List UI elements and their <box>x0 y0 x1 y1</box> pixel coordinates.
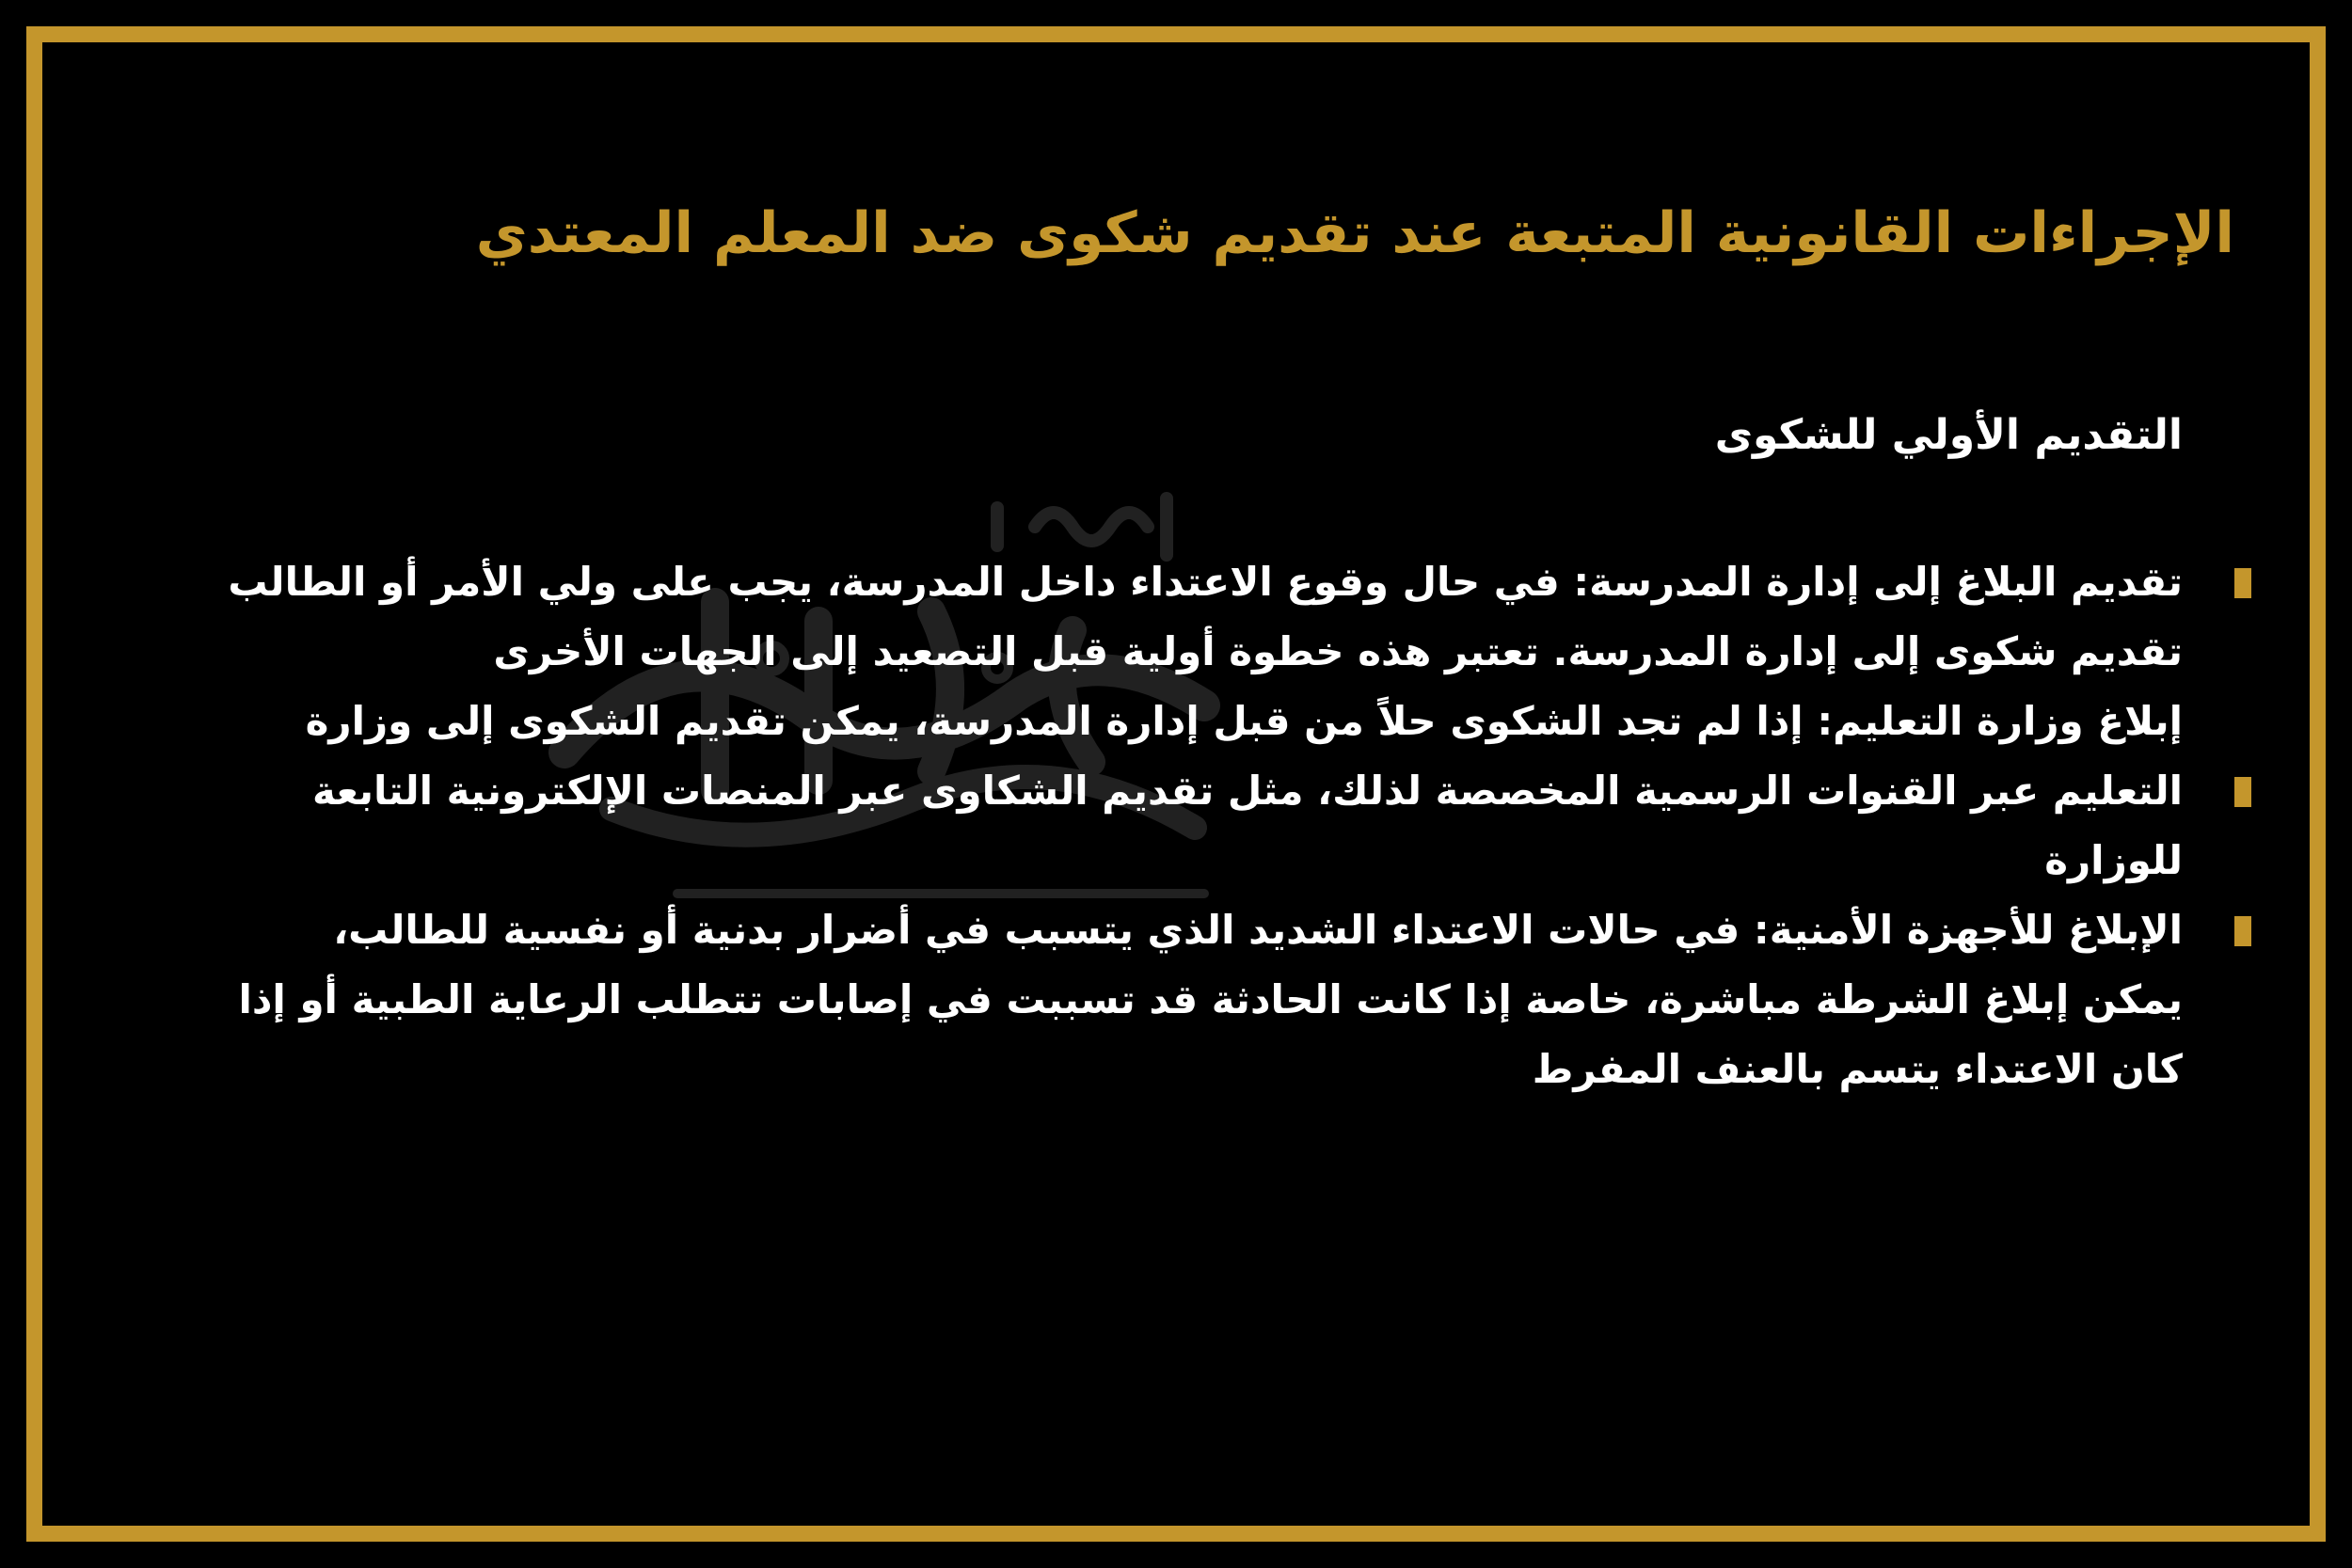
slide-title: الإجراءات القانونية المتبعة عند تقديم شكوى ضد المعلم المعتدي <box>475 200 2234 266</box>
list-item-text <box>113 895 2183 1104</box>
list-item-line: التعليم عبر القنوات الرسمية المخصصة لذلك، مثل تقديم الشكاوى عبر المنصات الإلكترونية التابعة <box>312 768 2183 814</box>
list-item-line: يمكن إبلاغ الشرطة مباشرة، خاصة إذا كانت الحادثة قد تسببت في إصابات تتطلب الرعاية الطبية أو إذا <box>238 976 2183 1022</box>
square-bullet-icon <box>2234 916 2251 946</box>
list-item-line: تقديم البلاغ إلى إدارة المدرسة: في حال وقوع الاعتداء داخل المدرسة، يجب على ولي الأمر أو الطالب <box>228 559 2183 605</box>
list-item-school-report <box>113 547 2183 687</box>
section-subtitle: التقديم الأولي للشكوى <box>1714 411 2183 459</box>
list-item-line: تقديم شكوى إلى إدارة المدرسة. تعتبر هذه خطوة أولية قبل التصعيد إلى الجهات الأخرى <box>493 628 2183 674</box>
list-item-line: كان الاعتداء يتسم بالعنف المفرط <box>1532 1046 2183 1092</box>
bullet-list <box>113 547 2183 1104</box>
list-item-text <box>113 547 2183 687</box>
list-item-text <box>113 687 2183 895</box>
square-bullet-icon <box>2234 777 2251 807</box>
list-item-ministry-report <box>113 687 2183 895</box>
square-bullet-icon <box>2234 568 2251 598</box>
list-item-security-report <box>113 895 2183 1104</box>
list-item-line: للوزارة <box>2044 837 2183 883</box>
list-item-line: إبلاغ وزارة التعليم: إذا لم تجد الشكوى حلاً من قبل إدارة المدرسة، يمكن تقديم الشكوى إلى وزارة <box>305 698 2183 744</box>
list-item-line: الإبلاغ للأجهزة الأمنية: في حالات الاعتداء الشديد الذي يتسبب في أضرار بدنية أو نفسية للطالب، <box>333 907 2183 953</box>
